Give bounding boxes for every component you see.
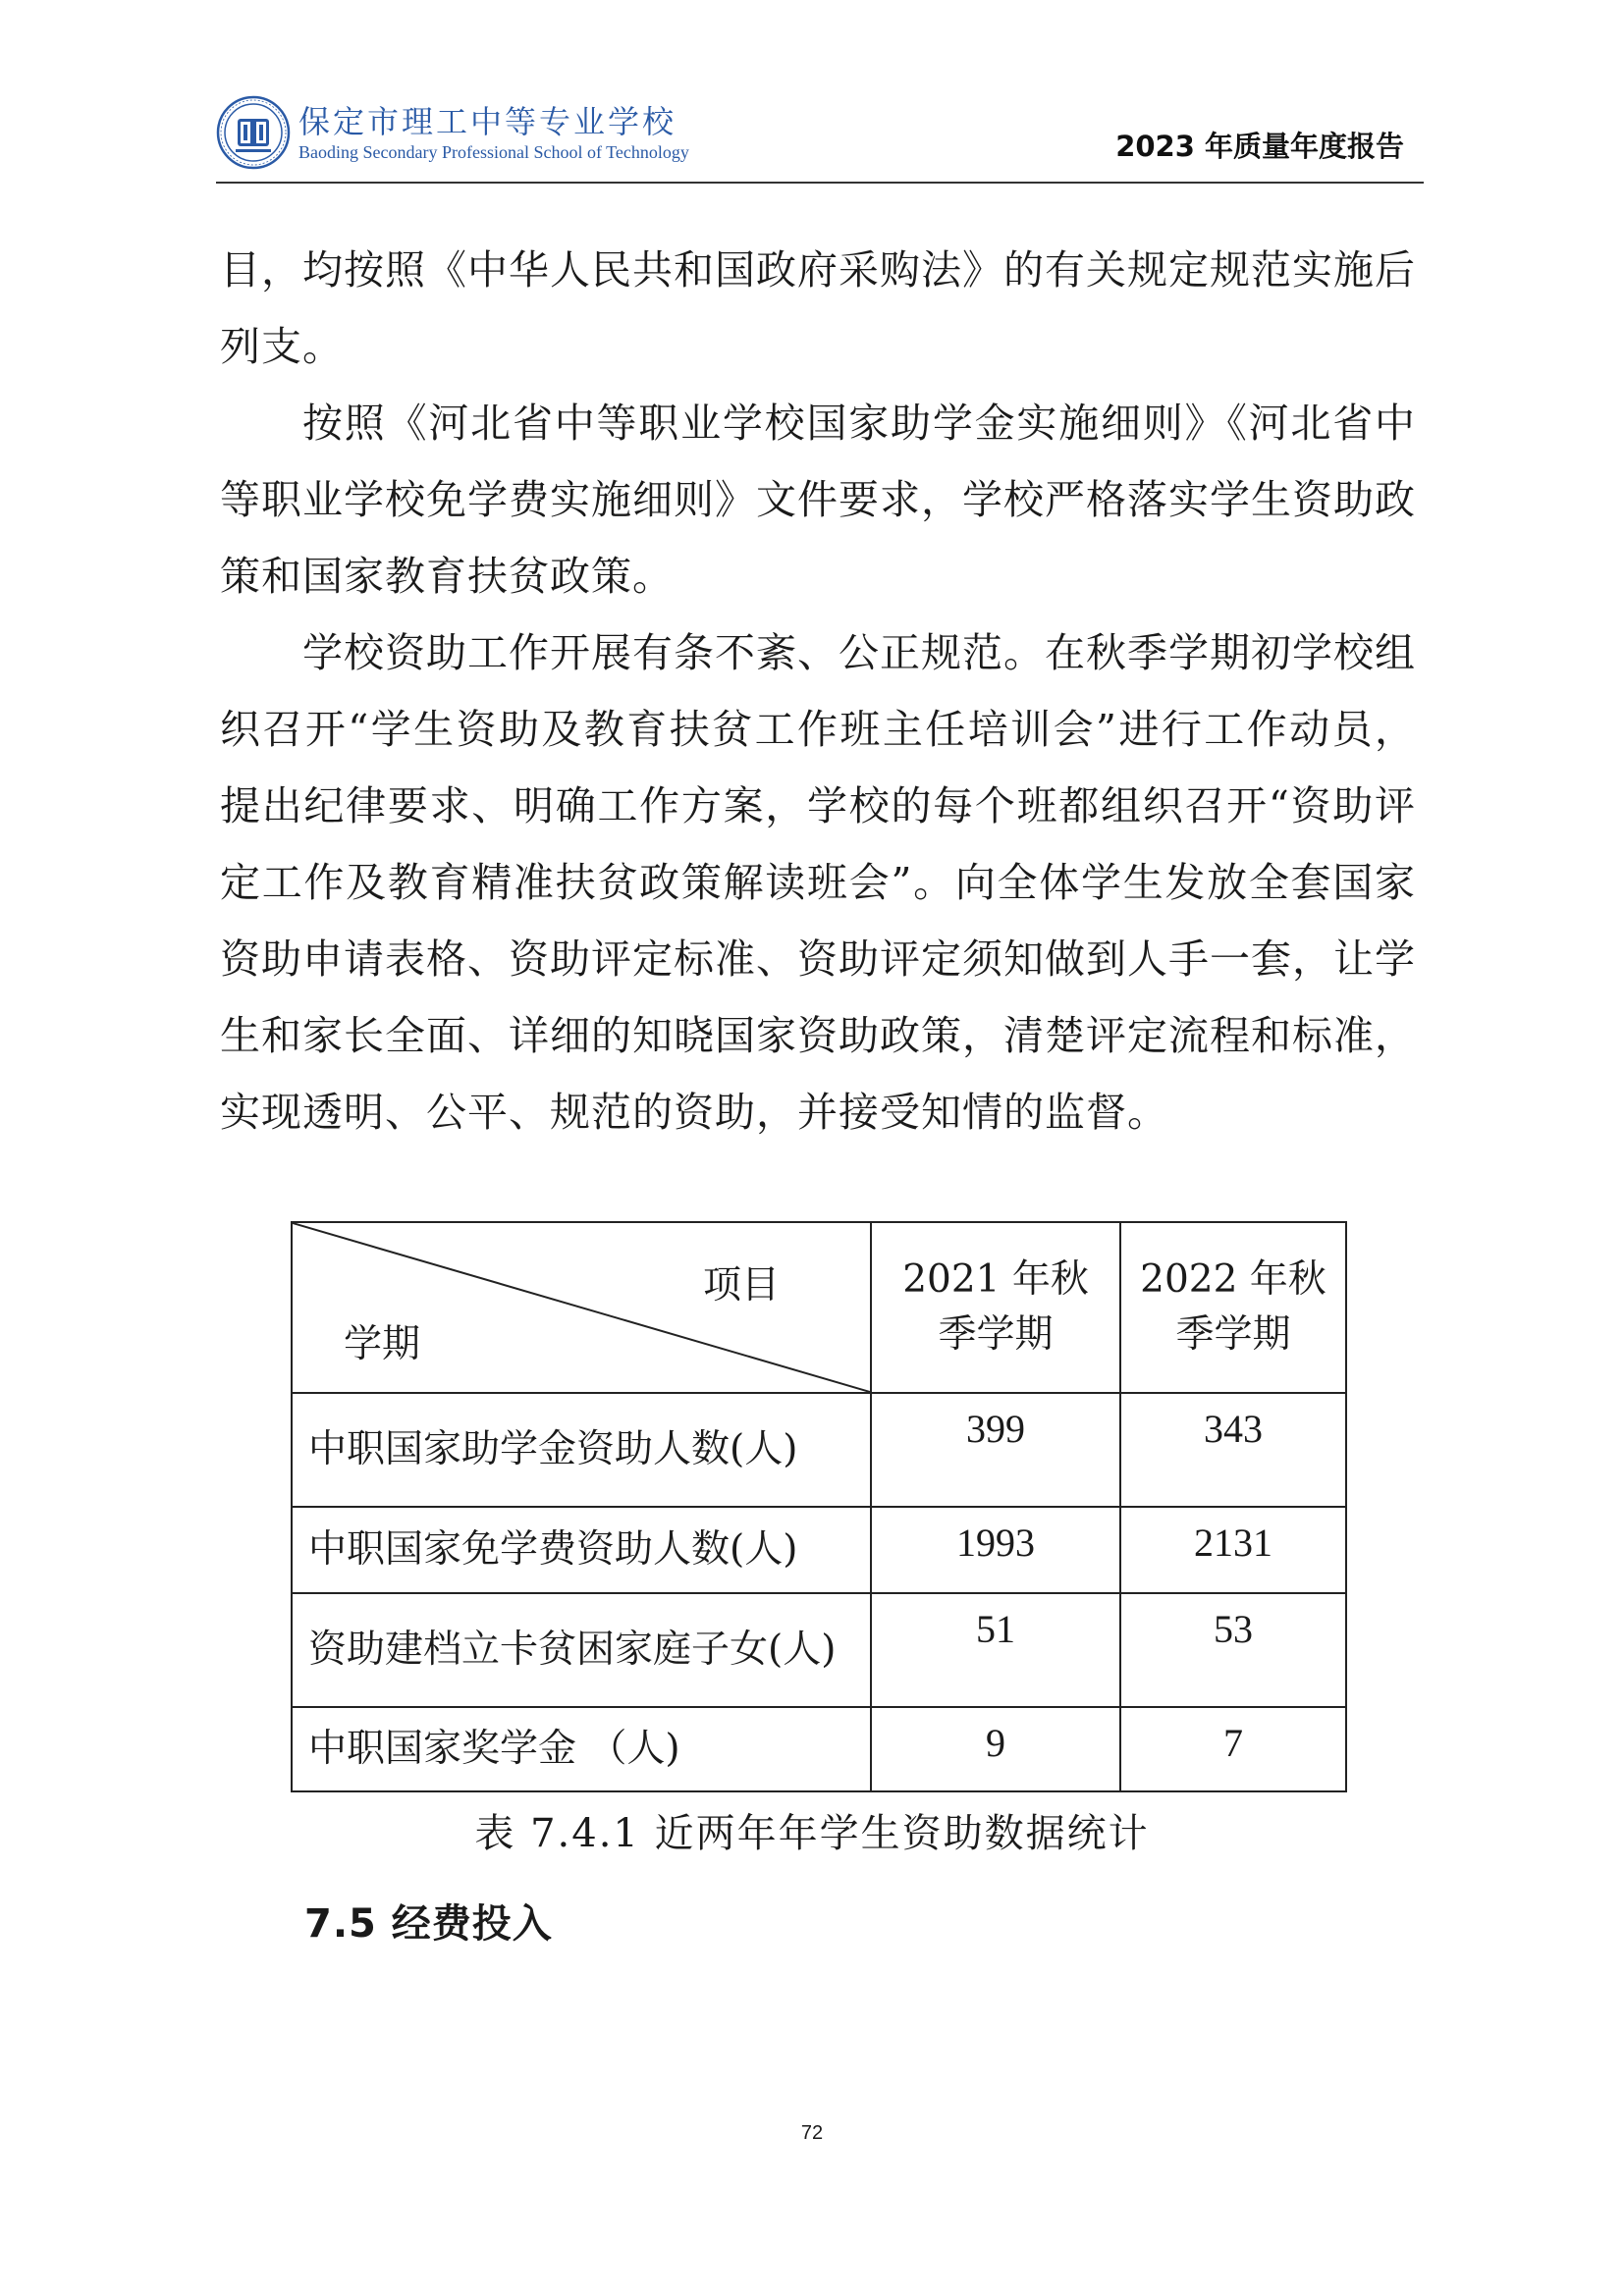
table-row bbox=[292, 1507, 1346, 1593]
table-row bbox=[292, 1593, 1346, 1707]
cell-2022: 7 bbox=[1120, 1707, 1346, 1791]
school-emblem-icon bbox=[216, 95, 291, 170]
cell-2022: 2131 bbox=[1120, 1507, 1346, 1593]
column-header-2022: 2022 年秋季学期 bbox=[1120, 1222, 1346, 1393]
cell-2021: 9 bbox=[871, 1707, 1120, 1791]
section-heading: 7.5 经费投入 bbox=[304, 1901, 553, 1947]
school-name-en: Baoding Secondary Professional School of Technology bbox=[298, 142, 689, 162]
row-label: 中职国家免学费资助人数(人) bbox=[292, 1507, 871, 1593]
school-name-cn: 保定市理工中等专业学校 bbox=[298, 103, 677, 140]
row-label: 中职国家奖学金 （人) bbox=[292, 1707, 871, 1791]
page-number: 72 bbox=[800, 2122, 824, 2144]
corner-label-term: 学期 bbox=[344, 1322, 421, 1366]
paragraph-policy: 按照《河北省中等职业学校国家助学金实施细则》《河北省中等职业学校免学费实施细则》文件要求，学校严格落实学生资助政策和国家教育扶贫政策。 bbox=[220, 400, 1416, 600]
body-text bbox=[220, 232, 1416, 1150]
row-label: 资助建档立卡贫困家庭子女(人) bbox=[292, 1593, 871, 1707]
student-aid-table bbox=[291, 1221, 1347, 1792]
cell-2021: 399 bbox=[871, 1393, 1120, 1507]
row-label: 中职国家助学金资助人数(人) bbox=[292, 1393, 871, 1507]
report-title: 2023 年质量年度报告 bbox=[1115, 130, 1404, 163]
paragraph-continued: 目，均按照《中华人民共和国政府采购法》的有关规定规范实施后列支。 bbox=[220, 246, 1416, 370]
paragraph-aid-work: 学校资助工作开展有条不紊、公正规范。在秋季学期初学校组织召开“学生资助及教育扶贫工作班主任培训会”进行工作动员，提出纪律要求、明确工作方案，学校的每个班都组织召开“资助评定工作及教育精准扶贫政策解读班会”。向全体学生发放全套国家资助申请表格、资助评定标准、资助评定须知做到人手一套，让学生和家长全面、详细的知晓国家资助政策，清楚评定流程和标准，实现透明、公平、规范的资助，并接受知情的监督。 bbox=[220, 629, 1416, 1136]
table-header-row bbox=[292, 1222, 1346, 1393]
corner-label-item: 项目 bbox=[703, 1263, 781, 1308]
table-caption: 表 7.4.1 近两年年学生资助数据统计 bbox=[474, 1811, 1150, 1856]
cell-2022: 343 bbox=[1120, 1393, 1346, 1507]
cell-2021: 51 bbox=[871, 1593, 1120, 1707]
cell-2021: 1993 bbox=[871, 1507, 1120, 1593]
column-header-2021: 2021 年秋季学期 bbox=[871, 1222, 1120, 1393]
school-logo-block bbox=[216, 93, 689, 172]
table-row bbox=[292, 1707, 1346, 1791]
page-header bbox=[216, 93, 1424, 184]
table-row bbox=[292, 1393, 1346, 1507]
table-corner-cell bbox=[292, 1222, 871, 1393]
header-divider bbox=[216, 182, 1424, 184]
cell-2022: 53 bbox=[1120, 1593, 1346, 1707]
